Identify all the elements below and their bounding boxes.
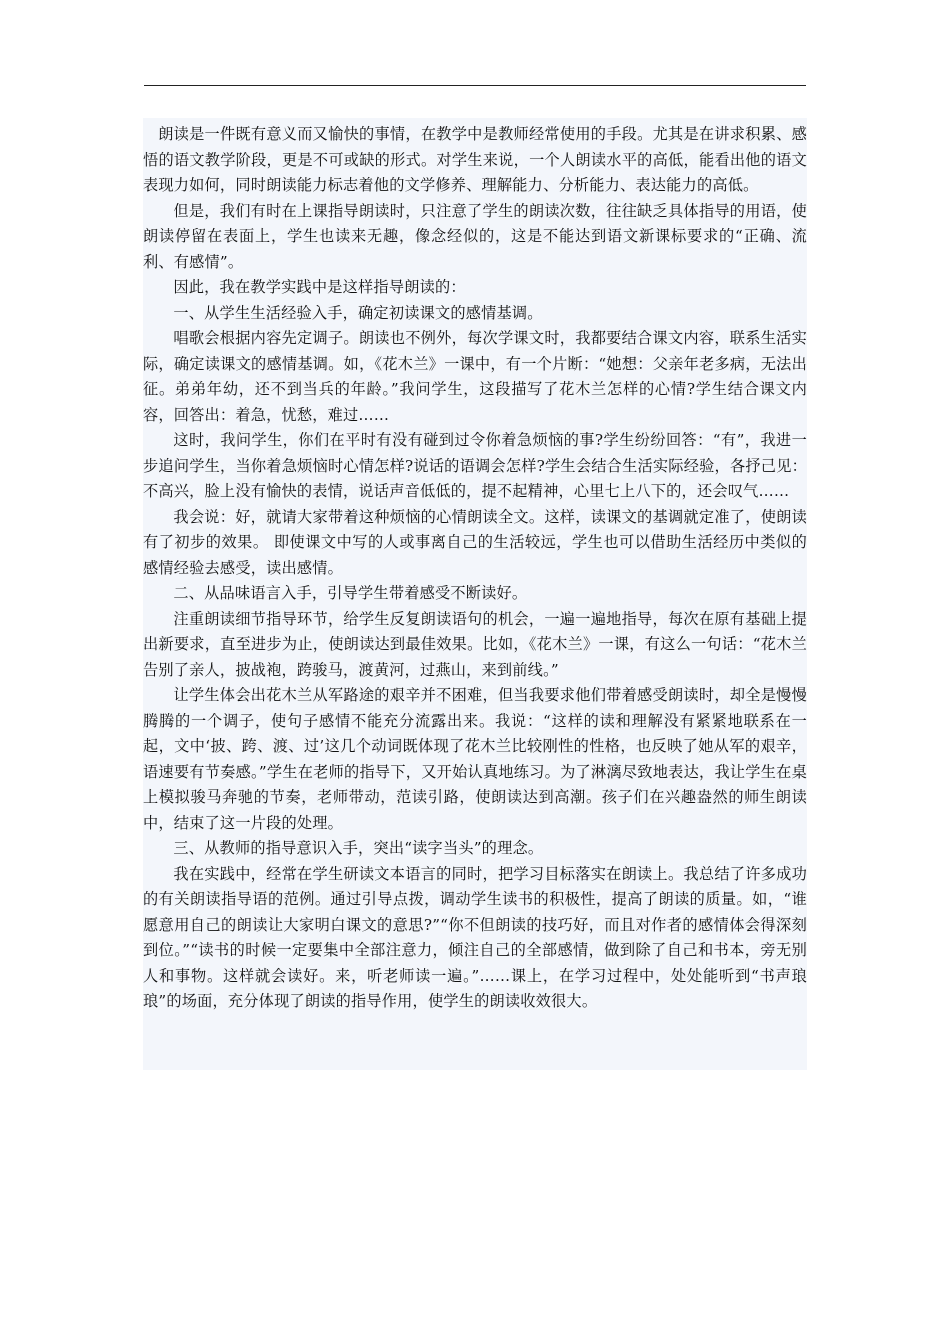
paragraph-section2-a: 注重朗读细节指导环节，给学生反复朗读语句的机会，一遍一遍地指导，每次在原有基础上提出新要求，直至进步为止，使朗读达到最佳效果。比如，《花木兰》一课，有这么一句话：“花木兰告别了亲人，披战袍，跨骏马，渡黄河，过燕山，来到前线。” — [143, 609, 807, 679]
paragraph-section1-c: 我会说：好，就请大家带着这种烦恼的心情朗读全文。这样，读课文的基调就定准了，使朗读有了初步的效果。 即使课文中写的人或事离自己的生活较远，学生也可以借助生活经历中类似的感情经验去感受，读出感情。 — [143, 507, 807, 577]
paragraph-problem: 但是，我们有时在上课指导朗读时，只注意了学生的朗读次数，往往缺乏具体指导的用语，使朗读停留在表面上，学生也读来无趣，像念经似的，这是不能达到语文新课标要求的“正确、流利、有感情”。 — [143, 201, 807, 271]
paragraph-section3-a: 我在实践中，经常在学生研读文本语言的同时，把学习目标落实在朗读上。我总结了许多成功的有关朗读指导语的范例。通过引导点拨，调动学生读书的积极性，提高了朗读的质量。如，“谁愿意用自己的朗读让大家明白课文的意思?”“你不但朗读的技巧好，而且对作者的感情体会得深刻到位。”“读书的时候一定要集中全部注意力，倾注自己的全部感情，做到除了自己和书本，旁无别人和事物。这样就会读好。来，听老师读一遍。”……课上，在学习过程中，处处能听到“书声琅琅”的场面，充分体现了朗读的指导作用，使学生的朗读收效很大。 — [143, 864, 807, 1010]
paragraph-section2-b: 让学生体会出花木兰从军路途的艰辛并不困难，但当我要求他们带着感受朗读时，却全是慢慢腾腾的一个调子，使句子感情不能充分流露出来。我说：“这样的读和理解没有紧紧地联系在一起，文中‘披、跨、渡、过’这几个动词既体现了花木兰比较刚性的性格，也反映了她从军的艰辛，语速要有节奏感。”学生在老师的指导下，又开始认真地练习。为了淋漓尽致地表达，我让学生在桌上模拟骏马奔驰的节奏，老师带动，范读引路，使朗读达到高潮。孩子们在兴趣盎然的师生朗读中，结束了这一片段的处理。 — [143, 686, 807, 832]
section-heading-1: 一、从学生生活经验入手，确定初读课文的感情基调。 — [173, 303, 543, 322]
paragraph-transition: 因此，我在教学实践中是这样指导朗读的： — [173, 278, 466, 296]
paragraph-intro: 朗读是一件既有意义而又愉快的事情，在教学中是教师经常使用的手段。尤其是在讲求积累、感悟的语文教学阶段，更是不可或缺的形式。对学生来说，一个人朗读水平的高低，能看出他的语文表现力如何，同时朗读能力标志着他的文学修养、理解能力、分析能力、表达能力的高低。 — [143, 125, 807, 194]
article-body — [143, 118, 807, 1070]
paragraph-section1-a: 唱歌会根据内容先定调子。朗读也不例外，每次学课文时，我都要结合课文内容，联系生活实际，确定读课文的感情基调。如，《花木兰》一课中，有一个片断：“她想：父亲年老多病，无法出征。弟弟年幼，还不到当兵的年龄。”我问学生，这段描写了花木兰怎样的心情?学生结合课文内容，回答出：着急，忧愁，难过…… — [143, 329, 807, 424]
header-rule — [144, 85, 806, 86]
paragraph-section1-b: 这时，我问学生，你们在平时有没有碰到过令你着急烦恼的事?学生纷纷回答：“有”，我进一步追问学生，当你着急烦恼时心情怎样?说话的语调会怎样?学生会结合生活实际经验，各抒己见：不高兴，脸上没有愉快的表情，说话声音低低的，提不起精神，心里七上八下的，还会叹气…… — [143, 431, 807, 500]
section-heading-3: 三、从教师的指导意识入手，突出“读字当头”的理念。 — [173, 839, 544, 857]
section-heading-2: 二、从品味语言入手，引导学生带着感受不断读好。 — [173, 584, 528, 602]
